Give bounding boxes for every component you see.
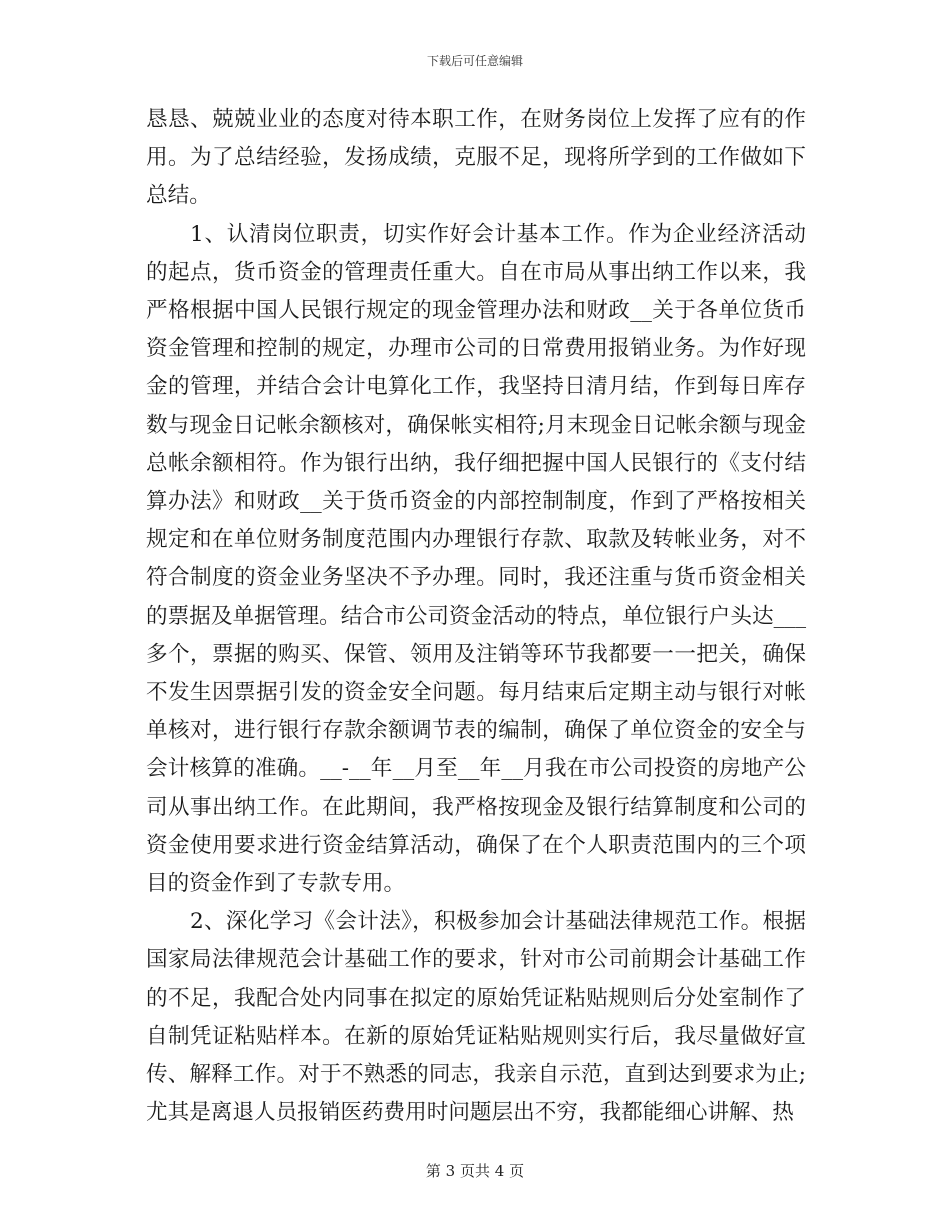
page-header: 下载后可任意编辑 — [426, 54, 523, 68]
paragraph-continuation: 恳恳、兢兢业业的态度对待本职工作，在财务岗位上发挥了应有的作用。为了总结经验，发扬成绩，克服不足，现将所学到的工作做如下总结。 — [146, 107, 806, 209]
page-number: 第 3 页共 4 页 — [425, 1162, 525, 1180]
document-body — [146, 101, 806, 1132]
paragraph-section-2: 2、深化学习《会计法》，积极参加会计基础法律规范工作。根据国家局法律规范会计基础工作的要求，针对市公司前期会计基础工作的不足，我配合处内同事在拟定的原始凭证粘贴规则后分处室制作了自制凭证粘贴样本。在新的原始凭证粘贴规则实行后，我尽量做好宣传、解释工作。对于不熟悉的同志，我亲自示范，直到达到要求为止;尤其是离退人员报销医药费用时问题层出不穷，我都能细心讲解、热 — [146, 909, 806, 1126]
paragraph-section-1: 1、认清岗位职责，切实作好会计基本工作。作为企业经济活动的起点，货币资金的管理责任重大。自在市局从事出纳工作以来，我严格根据中国人民银行规定的现金管理办法和财政__关于各单位货币资金管理和控制的规定，办理市公司的日常费用报销业务。为作好现金的管理，并结合会计电算化工作，我坚持日清月结，作到每日库存数与现金日记帐余额核对，确保帐实相符;月末现金日记帐余额与现金总帐余额相符。作为银行出纳，我仔细把握中国人民银行的《支付结算办法》和财政__关于货币资金的内部控制制度，作到了严格按相关规定和在单位财务制度范围内办理银行存款、取款及转帐业务，对不符合制度的资金业务坚决不予办理。同时，我还注重与货币资金相关的票据及单据管理。结合市公司资金活动的特点，单位银行户头达___多个，票据的购买、保管、领用及注销等环节我都要一一把关，确保不发生因票据引发的资金安全问题。每月结束后定期主动与银行对帐单核对，进行银行存款余额调节表的编制，确保了单位资金的安全与会计核算的准确。__-__年__月至__年__月我在市公司投资的房地产公司从事出纳工作。在此期间，我严格按现金及银行结算制度和公司的资金使用要求进行资金结算活动，确保了在个人职责范围内的三个项目的资金作到了专款专用。 — [146, 221, 806, 897]
